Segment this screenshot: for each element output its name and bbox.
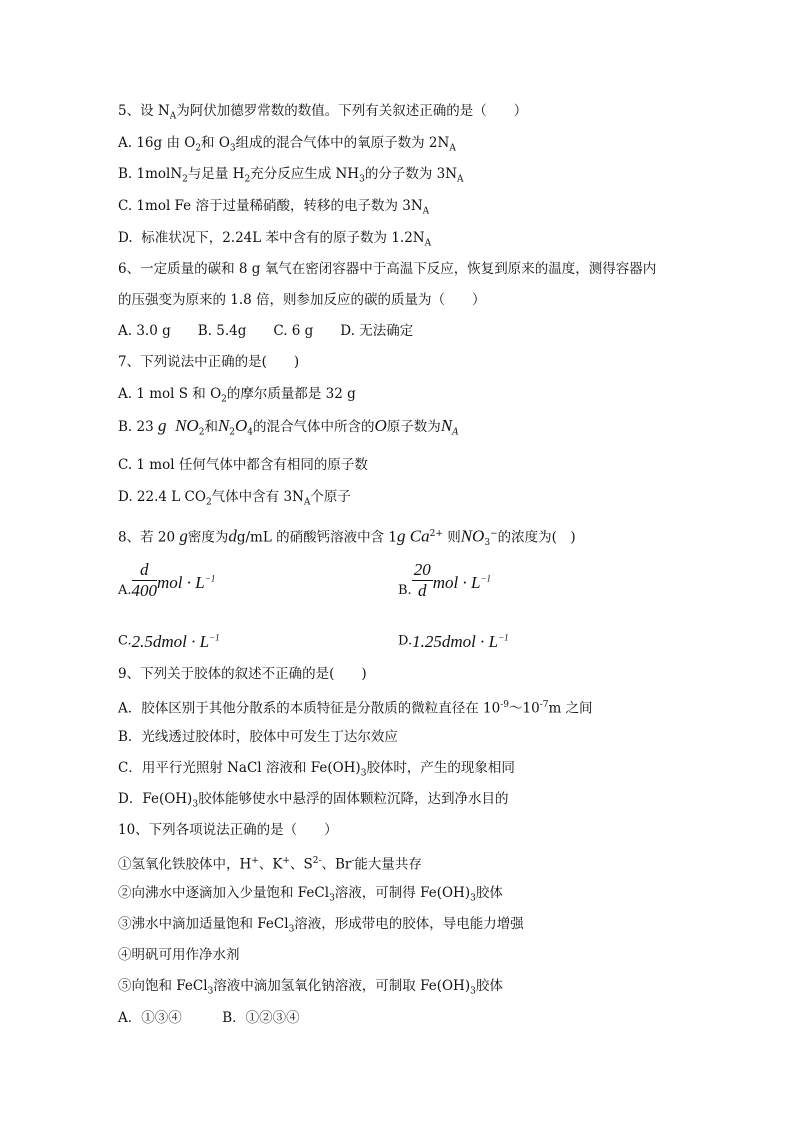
q9-option-d: D．$Fe(OH)_3$胶体能够使水中悬浮的固体颗粒沉降，达到净水目的 [118,791,509,810]
q8-option-a-unit: mol · $L^{-1}$ [157,572,216,592]
q8-option-a-denominator: 400 [131,581,158,600]
q8-option-b [398,560,491,601]
q7-option-c: C. 1 mol 任何气体中都含有相同的原子数 [118,457,368,473]
q8-stem: 8、若 20 g密度为dg/mL 的硝酸钙溶液中含 1g $Ca^{2+}$ 则$NO_3^-$的浓度为( ) [118,526,576,549]
q10-options: A．①③④ B．①②③④ [118,1010,300,1026]
q9-option-b: B．光线透过胶体时，胶体中可发生丁达尔效应 [118,729,398,745]
q5-option-a: A. 16g 由 $O_2$和 $O_3$组成的混合气体中的氧原子数为 $2N_A$ [118,135,456,154]
q8-option-a [118,560,215,601]
q7-option-d: D. 22.4 L $CO_2$气体中含有 $3N_A$个原子 [118,489,351,508]
q8-option-c-expr: 2.5dmol · $L^{-1}$ [131,631,220,651]
q6-stem-line2: 的压强变为原来的 1.8 倍，则参加反应的碳的质量为（ ） [118,292,486,308]
q8-option-d-label: D. [398,633,413,649]
q8-option-a-numerator: d [132,560,158,581]
q8-option-c [118,627,220,652]
q10-stem: 10、下列各项说法正确的是（ ） [118,822,338,838]
q8-option-c-label: C. [118,633,132,649]
q10-statement-4: ④明矾可用作净水剂 [118,947,240,963]
q9-stem: 9、下列关于胶体的叙述不正确的是( ) [118,666,367,682]
q9-option-c: C．用平行光照射 NaCl 溶液和 $Fe(OH)_3$胶体时，产生的现象相同 [118,760,515,779]
q7-option-b: B. 23 g $NO_2$和$N_2O_4$的混合气体中所含的O原子数为$N_A$ [118,416,459,438]
q10-statement-3: ③沸水中滴加适量饱和 FeCl$_3$溶液，形成带电的胶体，导电能力增强 [118,916,524,935]
q8-option-b-label: B. [398,583,412,598]
q8-option-b-unit: mol · $L^{-1}$ [432,572,491,592]
q7-option-a: A. 1 mol S 和 $O_2$的摩尔质量都是 32 g [118,386,356,405]
q7-stem: 7、下列说法中正确的是( ) [118,354,300,370]
q8-option-b-denominator: d [417,581,427,600]
q10-statement-2: ②向沸水中逐滴加入少量饱和 FeCl$_3$溶液，可制得 $Fe(OH)_3$胶体 [118,885,503,904]
q6-stem-line1: 6、一定质量的碳和 8 g 氧气在密闭容器中于高温下反应，恢复到原来的温度，测得容器内 [118,261,657,277]
q6-options: A. 3.0 g B. 5.4g C. 6 g D. 无法确定 [118,323,414,339]
q8-option-a-fraction [132,560,158,601]
q8-option-b-fraction [412,560,433,601]
q5-option-d: D. 标准状况下，2.24L 苯中含有的原子数为 $1.2N_A$ [118,230,432,249]
q5-option-c: C. 1mol Fe 溶于过量稀硝酸，转移的电子数为 $3N_A$ [118,198,430,217]
q8-option-b-numerator: 20 [413,560,431,579]
q5-option-b: B. 1molN$_2$与足量 $H_2$充分反应生成 $NH_3$的分子数为 $3N_A$ [118,166,464,185]
q10-statement-5: ⑤向饱和 FeCl$_3$溶液中滴加氢氧化钠溶液，可制取 $Fe(OH)_3$胶体 [118,978,503,997]
q8-option-a-label: A. [118,583,132,598]
q10-statement-1: ①氢氧化铁胶体中，H+、K+、$S^{2-}$、Br-能大量共存 [118,856,422,873]
q8-option-d [398,627,509,652]
q8-option-d-expr: 1.25dmol · $L^{-1}$ [412,631,509,651]
q9-option-a: A．胶体区别于其他分散系的本质特征是分散质的微粒直径在 $10^{-9}\sim 10^{-7}m$ 之间 [118,700,593,717]
q5-stem: 5、设 $N_A$为阿伏加德罗常数的数值。下列有关叙述正确的是（ ） [118,103,528,122]
